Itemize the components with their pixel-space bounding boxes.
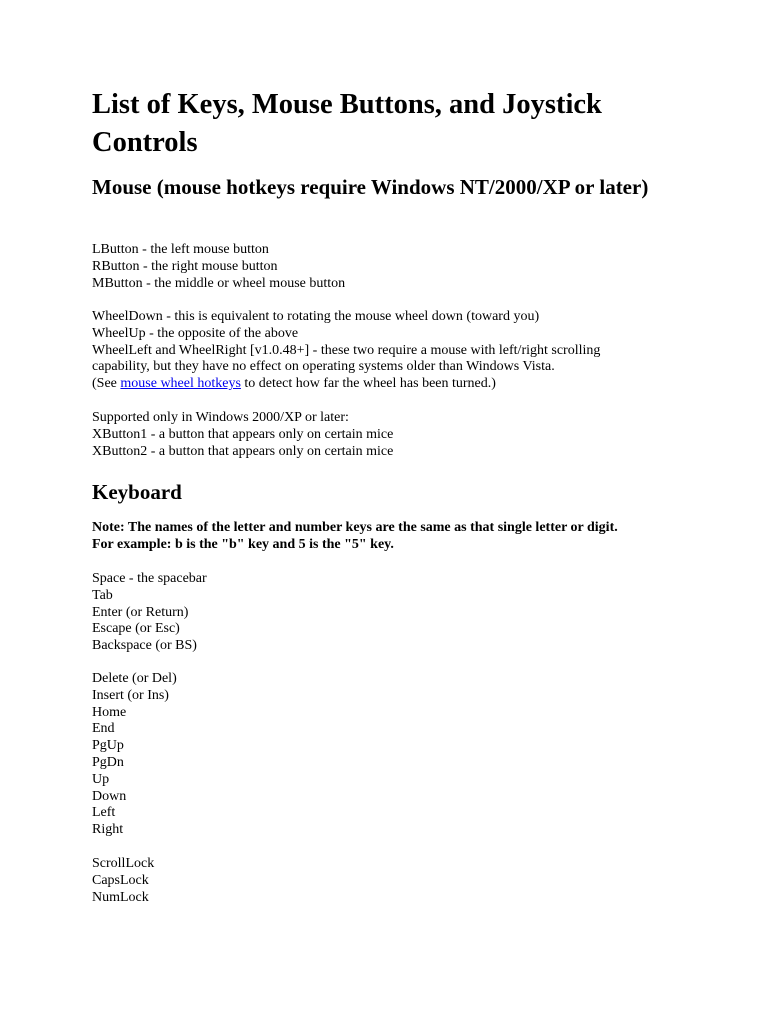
list-item: Tab [92,587,113,603]
list-item: XButton2 - a button that appears only on certain mice [92,443,394,459]
keyboard-note [92,520,712,554]
list-item: End [92,721,115,737]
list-item: LButton - the left mouse button [92,242,269,257]
list-item: Space - the spacebar [92,571,207,586]
list-item: capability, but they have no effect on operating systems older than Windows Vista. [92,359,555,375]
see-suffix: to detect how far the wheel has been turned.) [240,376,496,392]
list-item: Right [92,822,124,838]
keyboard-group-navigation [92,671,712,839]
list-item: Down [92,788,127,804]
note-line: Note: The names of the letter and number keys are the same as that single letter or digit. [92,520,618,535]
list-item: CapsLock [92,872,149,888]
xbuttons-list [92,410,712,460]
see-also-line [92,376,712,393]
mouse-wheel-list [92,309,712,393]
page-title: List of Keys, Mouse Buttons, and Joystick Controls [92,89,602,158]
note-line: For example: b is the "b" key and 5 is the "5" key. [92,536,394,552]
keyboard-section-heading: Keyboard [92,480,182,504]
list-item: RButton - the right mouse button [92,258,278,274]
list-item: PgUp [92,738,124,754]
list-item: Left [92,805,116,821]
list-item: ScrollLock [92,856,155,871]
list-item: Home [92,704,127,720]
list-item: WheelLeft and WheelRight [v1.0.48+] - these two require a mouse with left/right scrolling [92,342,601,358]
mouse-section-heading: Mouse (mouse hotkeys require Windows NT/2000/XP or later) [92,175,649,199]
list-item: MButton - the middle or wheel mouse button [92,275,346,291]
list-item: Escape (or Esc) [92,621,180,637]
list-item: PgDn [92,754,124,770]
list-item: XButton1 - a button that appears only on certain mice [92,426,394,442]
list-item: Supported only in Windows 2000/XP or later: [92,410,349,425]
list-item: Backspace (or BS) [92,638,197,654]
list-item: NumLock [92,889,149,905]
keyboard-group-locks [92,856,712,906]
list-item: Insert (or Ins) [92,687,169,703]
list-item: Up [92,771,110,787]
mouse-wheel-hotkeys-link[interactable]: mouse wheel hotkeys [120,376,241,392]
list-item: Enter (or Return) [92,604,189,620]
list-item: WheelUp - the opposite of the above [92,325,299,341]
list-item: WheelDown - this is equivalent to rotating the mouse wheel down (toward you) [92,309,540,324]
see-prefix: (See [92,376,121,392]
mouse-buttons-list [92,242,712,292]
list-item: Delete (or Del) [92,671,177,686]
keyboard-group-basic [92,571,712,655]
